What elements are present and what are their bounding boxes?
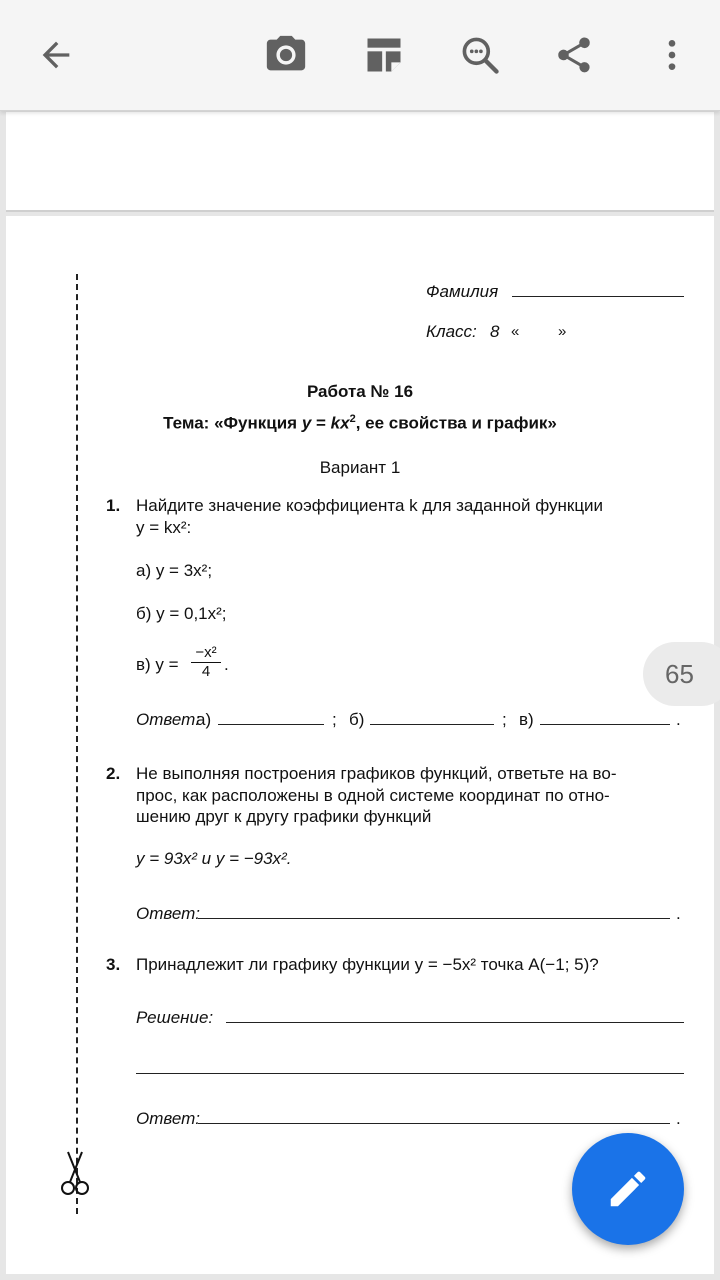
zoom-search-icon (458, 33, 502, 77)
share-button[interactable] (550, 31, 598, 79)
task3-end-dot: . (676, 1109, 681, 1128)
task2-line2: прос, как расположены в одной системе координат по отно- (136, 786, 610, 805)
task1-sep2: ; (502, 710, 507, 729)
variant-label: Вариант 1 (319, 458, 401, 477)
topic-eq: = (311, 413, 331, 433)
task1-end-dot: . (676, 710, 681, 729)
fraction-denominator: 4 (201, 663, 211, 680)
class-value: 8 (490, 322, 500, 341)
camera-button[interactable] (262, 31, 310, 79)
task1-answer-label: Ответ: (136, 710, 201, 729)
back-button[interactable] (32, 31, 80, 79)
quote-open: « (511, 323, 520, 340)
surname-line (512, 296, 684, 297)
edit-pencil-icon (605, 1166, 651, 1212)
task1-answer-a-line[interactable] (218, 724, 324, 725)
task1-text-line1: Найдите значение коэффициента k для заданной функции (136, 496, 604, 515)
layout-button[interactable] (360, 31, 408, 79)
task1-sep1: ; (332, 710, 337, 729)
edit-fab-button[interactable] (572, 1133, 684, 1245)
topic-title (6, 409, 714, 434)
task1-answer-c-line[interactable] (540, 724, 670, 725)
task1-answer-c: в) (519, 710, 534, 729)
task1-option-a: а) y = 3x²; (136, 561, 213, 580)
layout-icon (362, 33, 406, 77)
class-label: Класс: (426, 322, 477, 341)
task1-text-line2: y = kx²: (136, 518, 192, 537)
fraction-numerator: −x² (191, 644, 221, 663)
more-options-button[interactable] (648, 31, 696, 79)
task2-answer-label: Ответ: (136, 904, 201, 923)
task1-number: 1. (106, 496, 121, 515)
task2-line1: Не выполняя построения графиков функций, ответьте на во- (136, 764, 617, 783)
surname-label: Фамилия (426, 282, 499, 301)
task3-text: Принадлежит ли графику функции y = −5x² точка A(−1; 5)? (136, 955, 599, 974)
task3-answer-line[interactable] (198, 1123, 670, 1124)
document-page[interactable] (6, 216, 714, 1274)
task1-option-c-dot: . (224, 655, 229, 674)
task2-end-dot: . (676, 904, 681, 923)
topic-kx: kx (330, 413, 350, 433)
task2-formulas: y = 93x² и y = −93x². (136, 849, 292, 868)
task3-number: 3. (106, 955, 121, 974)
app-bar (0, 0, 720, 111)
previous-page (6, 112, 714, 212)
share-icon (553, 34, 595, 76)
more-vert-icon (652, 35, 692, 75)
task2-line3: шению друг к другу графики функций (136, 807, 432, 826)
task2-number: 2. (106, 764, 121, 783)
work-title: Работа № 16 (306, 382, 414, 401)
scissors-icon (58, 1150, 92, 1198)
topic-suffix: , ее свойства и график» (355, 413, 557, 433)
task1-answer-b: б) (349, 710, 365, 729)
quote-close: » (558, 323, 567, 340)
task3-solution-label: Решение: (136, 1008, 214, 1027)
topic-y: y (301, 413, 312, 433)
topic-prefix: Тема: «Функция (163, 413, 302, 433)
page-number-indicator: 65 (643, 642, 720, 706)
task3-solution-line[interactable] (226, 1022, 684, 1023)
camera-icon (263, 32, 309, 78)
find-button[interactable] (456, 31, 504, 79)
task3-solution-line-2[interactable] (136, 1073, 684, 1074)
topic-sup: 2 (349, 413, 356, 425)
task1-option-c-fraction (191, 644, 221, 681)
task1-option-c-prefix: в) y = (136, 655, 179, 674)
task3-answer-label: Ответ: (136, 1109, 201, 1128)
task1-answer-a: а) (196, 710, 212, 729)
task2-answer-line[interactable] (198, 918, 670, 919)
task1-answer-b-line[interactable] (370, 724, 494, 725)
task1-option-b: б) y = 0,1x²; (136, 604, 227, 623)
arrow-back-icon (36, 35, 76, 75)
